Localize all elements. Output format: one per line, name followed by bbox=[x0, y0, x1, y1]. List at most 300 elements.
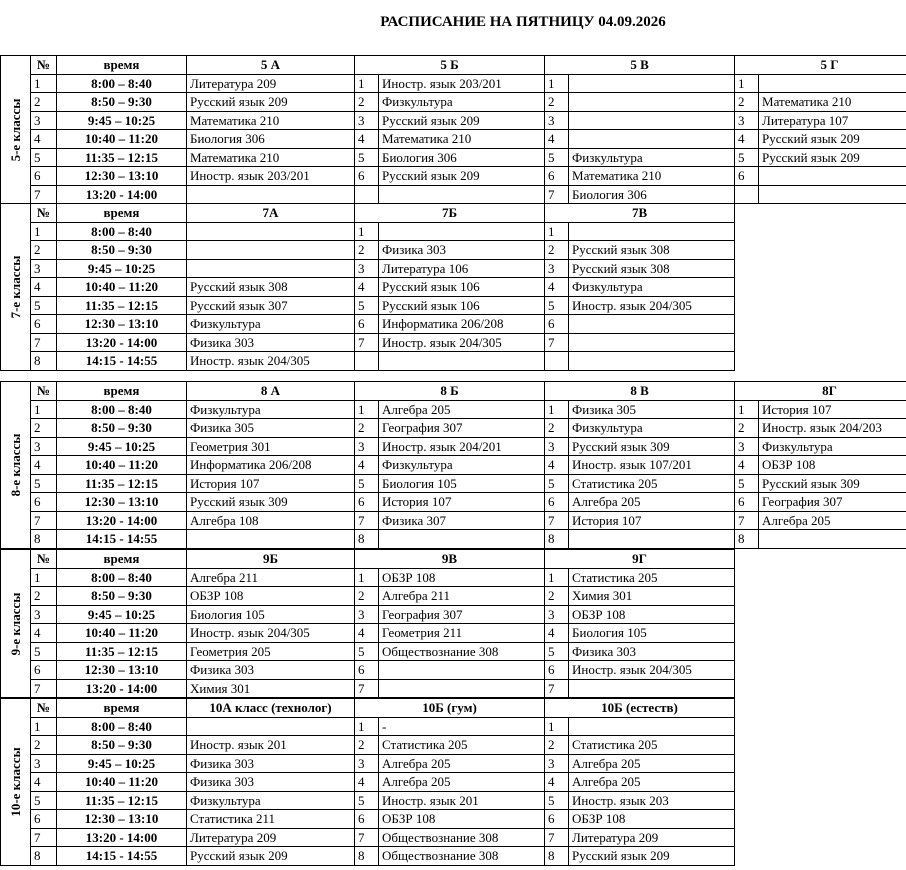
subject-cell: Иностр. язык 204/305 bbox=[569, 296, 735, 315]
header-row bbox=[31, 204, 735, 223]
subject-cell: Русский язык 309 bbox=[187, 493, 355, 512]
cell-number: 3 bbox=[545, 605, 569, 624]
subject-cell: Физика 303 bbox=[569, 642, 735, 661]
table-row bbox=[31, 717, 735, 736]
cell-number: 1 bbox=[355, 568, 379, 587]
num-header: № bbox=[31, 204, 57, 223]
cell-number: 3 bbox=[355, 754, 379, 773]
subject-cell bbox=[187, 259, 355, 278]
lesson-time: 14:15 - 14:55 bbox=[57, 847, 187, 866]
lesson-time: 12:30 – 13:10 bbox=[57, 661, 187, 680]
lesson-time: 10:40 – 11:20 bbox=[57, 456, 187, 475]
subject-cell: Литература 209 bbox=[569, 828, 735, 847]
cell-number: 2 bbox=[545, 241, 569, 260]
lesson-number: 2 bbox=[31, 587, 57, 606]
lesson-number: 5 bbox=[31, 474, 57, 493]
lesson-time: 10:40 – 11:20 bbox=[57, 624, 187, 643]
cell-number: 4 bbox=[545, 456, 569, 475]
subject-cell: Геометрия 205 bbox=[187, 642, 355, 661]
cell-number: 2 bbox=[735, 93, 759, 112]
subject-cell: Иностр. язык 203/201 bbox=[187, 167, 355, 186]
subject-cell: Литература 107 bbox=[759, 111, 906, 130]
cell-number: 4 bbox=[355, 456, 379, 475]
cell-number: 6 bbox=[545, 167, 569, 186]
lesson-time: 9:45 – 10:25 bbox=[57, 437, 187, 456]
subject-cell: - bbox=[379, 717, 545, 736]
subject-cell bbox=[379, 661, 545, 680]
lesson-number: 3 bbox=[31, 259, 57, 278]
cell-number: 2 bbox=[735, 419, 759, 438]
subject-cell: Иностр. язык 107/201 bbox=[569, 456, 735, 475]
time-header: время bbox=[57, 382, 187, 401]
subject-cell: Обществознание 308 bbox=[379, 642, 545, 661]
cell-number: 1 bbox=[735, 400, 759, 419]
lesson-number: 1 bbox=[31, 222, 57, 241]
num-header: № bbox=[31, 56, 57, 75]
cell-number: 7 bbox=[355, 333, 379, 352]
table-row bbox=[31, 296, 735, 315]
subject-cell: Иностр. язык 204/305 bbox=[187, 352, 355, 371]
class-header: 8 В bbox=[545, 382, 735, 401]
cell-number bbox=[355, 185, 379, 204]
subject-cell: История 107 bbox=[759, 400, 906, 419]
lesson-number: 1 bbox=[31, 74, 57, 93]
lesson-number: 8 bbox=[31, 530, 57, 549]
subject-cell: Физкультура bbox=[187, 400, 355, 419]
subject-cell bbox=[379, 222, 545, 241]
table-row bbox=[31, 828, 735, 847]
subject-cell bbox=[379, 352, 545, 371]
time-header: время bbox=[57, 204, 187, 223]
lesson-number: 3 bbox=[31, 111, 57, 130]
class-header: 5 А bbox=[187, 56, 355, 75]
lesson-time: 10:40 – 11:20 bbox=[57, 130, 187, 149]
header-row bbox=[31, 699, 735, 718]
class-header: 10А класс (технолог) bbox=[187, 699, 355, 718]
table-row bbox=[31, 587, 735, 606]
subject-cell: Иностр. язык 204/201 bbox=[379, 437, 545, 456]
num-header: № bbox=[31, 550, 57, 569]
lesson-number: 7 bbox=[31, 828, 57, 847]
subject-cell bbox=[187, 530, 355, 549]
table-row bbox=[31, 736, 735, 755]
lesson-number: 6 bbox=[31, 315, 57, 334]
subject-cell: ОБЗР 108 bbox=[569, 810, 735, 829]
table-row bbox=[31, 400, 906, 419]
lesson-number: 4 bbox=[31, 624, 57, 643]
cell-number bbox=[545, 352, 569, 371]
subject-cell: Обществознание 308 bbox=[379, 847, 545, 866]
lesson-time: 8:50 – 9:30 bbox=[57, 736, 187, 755]
lesson-number: 2 bbox=[31, 241, 57, 260]
subject-cell: Физика 303 bbox=[379, 241, 545, 260]
class-header: 5 Б bbox=[355, 56, 545, 75]
subject-cell: Статистика 211 bbox=[187, 810, 355, 829]
lesson-time: 12:30 – 13:10 bbox=[57, 493, 187, 512]
subject-cell: Математика 210 bbox=[187, 148, 355, 167]
subject-cell: Русский язык 308 bbox=[569, 259, 735, 278]
subject-cell: Русский язык 209 bbox=[187, 847, 355, 866]
lesson-time: 8:50 – 9:30 bbox=[57, 587, 187, 606]
cell-number: 2 bbox=[355, 587, 379, 606]
subject-cell: Статистика 205 bbox=[569, 736, 735, 755]
subject-cell: Русский язык 209 bbox=[379, 167, 545, 186]
subject-cell: Алгебра 108 bbox=[187, 511, 355, 530]
subject-cell: Русский язык 106 bbox=[379, 296, 545, 315]
lesson-number: 6 bbox=[31, 493, 57, 512]
cell-number: 4 bbox=[355, 624, 379, 643]
subject-cell: Информатика 206/208 bbox=[187, 456, 355, 475]
table-row bbox=[31, 419, 906, 438]
subject-cell: Статистика 205 bbox=[569, 474, 735, 493]
subject-cell bbox=[569, 222, 735, 241]
cell-number: 7 bbox=[545, 679, 569, 698]
subject-cell: Математика 210 bbox=[379, 130, 545, 149]
grade-label-text: 5-е классы bbox=[7, 98, 23, 161]
subject-cell: Иностр. язык 201 bbox=[379, 791, 545, 810]
lesson-time: 11:35 – 12:15 bbox=[57, 791, 187, 810]
cell-number: 4 bbox=[545, 130, 569, 149]
subject-cell: Биология 306 bbox=[379, 148, 545, 167]
subject-cell: Физкультура bbox=[379, 456, 545, 475]
cell-number: 3 bbox=[355, 605, 379, 624]
cell-number: 7 bbox=[735, 511, 759, 530]
lesson-time: 11:35 – 12:15 bbox=[57, 296, 187, 315]
class-header: 8 А bbox=[187, 382, 355, 401]
subject-cell bbox=[569, 74, 735, 93]
lesson-time: 13:20 - 14:00 bbox=[57, 185, 187, 204]
subject-cell bbox=[569, 530, 735, 549]
subject-cell: Алгебра 205 bbox=[379, 773, 545, 792]
table-row bbox=[31, 493, 906, 512]
cell-number: 3 bbox=[355, 259, 379, 278]
cell-number: 3 bbox=[545, 437, 569, 456]
cell-number: 5 bbox=[735, 148, 759, 167]
cell-number: 5 bbox=[545, 791, 569, 810]
cell-number: 3 bbox=[545, 259, 569, 278]
cell-number: 5 bbox=[545, 642, 569, 661]
cell-number: 8 bbox=[545, 847, 569, 866]
header-row bbox=[31, 382, 906, 401]
cell-number: 6 bbox=[735, 167, 759, 186]
subject-cell bbox=[569, 679, 735, 698]
cell-number: 2 bbox=[545, 587, 569, 606]
subject-cell: Физика 303 bbox=[187, 754, 355, 773]
cell-number: 4 bbox=[355, 773, 379, 792]
subject-cell: Биология 306 bbox=[569, 185, 735, 204]
cell-number: 4 bbox=[735, 130, 759, 149]
time-header: время bbox=[57, 550, 187, 569]
cell-number: 6 bbox=[355, 661, 379, 680]
cell-number: 1 bbox=[545, 74, 569, 93]
table-row bbox=[31, 111, 906, 130]
cell-number: 5 bbox=[355, 791, 379, 810]
subject-cell bbox=[759, 185, 906, 204]
subject-cell: Статистика 205 bbox=[379, 736, 545, 755]
grade-label-text: 9-е классы bbox=[7, 592, 23, 655]
cell-number: 6 bbox=[545, 661, 569, 680]
subject-cell bbox=[569, 333, 735, 352]
lesson-number: 4 bbox=[31, 773, 57, 792]
lesson-number: 5 bbox=[31, 296, 57, 315]
subject-cell: ОБЗР 108 bbox=[379, 568, 545, 587]
subject-cell: Алгебра 205 bbox=[379, 754, 545, 773]
subject-cell: Русский язык 308 bbox=[569, 241, 735, 260]
cell-number: 6 bbox=[545, 810, 569, 829]
cell-number: 3 bbox=[545, 754, 569, 773]
cell-number: 2 bbox=[355, 419, 379, 438]
subject-cell bbox=[187, 717, 355, 736]
cell-number bbox=[735, 185, 759, 204]
subject-cell: Статистика 205 bbox=[569, 568, 735, 587]
subject-cell bbox=[379, 530, 545, 549]
cell-number: 1 bbox=[355, 717, 379, 736]
subject-cell: Обществознание 308 bbox=[379, 828, 545, 847]
subject-cell: Физкультура bbox=[187, 315, 355, 334]
cell-number: 8 bbox=[545, 530, 569, 549]
subject-cell bbox=[569, 111, 735, 130]
subject-cell: Информатика 206/208 bbox=[379, 315, 545, 334]
table-row bbox=[31, 437, 906, 456]
table-row bbox=[31, 241, 735, 260]
table-row bbox=[31, 315, 735, 334]
lesson-number: 5 bbox=[31, 148, 57, 167]
lesson-time: 11:35 – 12:15 bbox=[57, 642, 187, 661]
subject-cell: Химия 301 bbox=[187, 679, 355, 698]
cell-number: 3 bbox=[355, 437, 379, 456]
table-row bbox=[31, 222, 735, 241]
lesson-number: 2 bbox=[31, 736, 57, 755]
table-row bbox=[31, 661, 735, 680]
cell-number: 5 bbox=[355, 296, 379, 315]
lesson-time: 13:20 - 14:00 bbox=[57, 828, 187, 847]
subject-cell bbox=[569, 352, 735, 371]
table-row bbox=[31, 847, 735, 866]
subject-cell: Алгебра 205 bbox=[569, 754, 735, 773]
lesson-time: 8:00 – 8:40 bbox=[57, 74, 187, 93]
cell-number: 4 bbox=[545, 773, 569, 792]
subject-cell: Литература 106 bbox=[379, 259, 545, 278]
subject-cell: ОБЗР 108 bbox=[187, 587, 355, 606]
subject-cell bbox=[379, 185, 545, 204]
subject-cell: Алгебра 205 bbox=[569, 773, 735, 792]
subject-cell: Русский язык 106 bbox=[379, 278, 545, 297]
grade-label-text: 10-е классы bbox=[7, 747, 23, 817]
class-header: 9Б bbox=[187, 550, 355, 569]
cell-number: 1 bbox=[355, 222, 379, 241]
subject-cell: Биология 306 bbox=[187, 130, 355, 149]
subject-cell: Литература 209 bbox=[187, 74, 355, 93]
table-row bbox=[31, 333, 735, 352]
subject-cell: Биология 105 bbox=[379, 474, 545, 493]
time-header: время bbox=[57, 56, 187, 75]
subject-cell bbox=[759, 530, 906, 549]
subject-cell: Физкультура bbox=[187, 791, 355, 810]
subject-cell: Физкультура bbox=[569, 278, 735, 297]
cell-number: 8 bbox=[735, 530, 759, 549]
subject-cell: История 107 bbox=[379, 493, 545, 512]
lesson-time: 8:50 – 9:30 bbox=[57, 419, 187, 438]
subject-cell: Русский язык 209 bbox=[379, 111, 545, 130]
subject-cell: Химия 301 bbox=[569, 587, 735, 606]
class-header: 9В bbox=[355, 550, 545, 569]
lesson-time: 14:15 - 14:55 bbox=[57, 530, 187, 549]
lesson-time: 9:45 – 10:25 bbox=[57, 605, 187, 624]
lesson-time: 9:45 – 10:25 bbox=[57, 259, 187, 278]
class-header: 5 Г bbox=[735, 56, 906, 75]
cell-number: 4 bbox=[545, 624, 569, 643]
cell-number: 6 bbox=[355, 493, 379, 512]
subject-cell: Русский язык 309 bbox=[759, 474, 906, 493]
subject-cell: География 307 bbox=[379, 419, 545, 438]
subject-cell: Физкультура bbox=[569, 148, 735, 167]
subject-cell: Физкультура bbox=[569, 419, 735, 438]
grade-label-text: 7-е классы bbox=[7, 255, 23, 319]
lesson-number: 2 bbox=[31, 93, 57, 112]
num-header: № bbox=[31, 382, 57, 401]
time-header: время bbox=[57, 699, 187, 718]
subject-cell bbox=[569, 130, 735, 149]
cell-number: 5 bbox=[735, 474, 759, 493]
cell-number: 7 bbox=[355, 828, 379, 847]
subject-cell: Физика 303 bbox=[187, 333, 355, 352]
table-row bbox=[31, 167, 906, 186]
lesson-time: 13:20 - 14:00 bbox=[57, 333, 187, 352]
page-title: РАСПИСАНИЕ НА ПЯТНИЦУ 04.09.2026 bbox=[380, 14, 666, 30]
subject-cell: Алгебра 211 bbox=[187, 568, 355, 587]
cell-number: 5 bbox=[355, 474, 379, 493]
lesson-number: 3 bbox=[31, 437, 57, 456]
subject-cell bbox=[187, 241, 355, 260]
subject-cell bbox=[569, 717, 735, 736]
cell-number: 2 bbox=[355, 241, 379, 260]
subject-cell: Физика 305 bbox=[187, 419, 355, 438]
subject-cell: Физика 303 bbox=[187, 773, 355, 792]
cell-number: 2 bbox=[355, 93, 379, 112]
subject-cell bbox=[379, 679, 545, 698]
lesson-time: 8:00 – 8:40 bbox=[57, 222, 187, 241]
subject-cell: Физкультура bbox=[379, 93, 545, 112]
class-header: 9Г bbox=[545, 550, 735, 569]
subject-cell: География 307 bbox=[759, 493, 906, 512]
lesson-time: 8:00 – 8:40 bbox=[57, 568, 187, 587]
lesson-number: 1 bbox=[31, 717, 57, 736]
subject-cell: Алгебра 211 bbox=[379, 587, 545, 606]
lesson-number: 6 bbox=[31, 810, 57, 829]
subject-cell: Русский язык 209 bbox=[187, 93, 355, 112]
schedule-table bbox=[30, 549, 735, 698]
grade-side-label bbox=[0, 381, 30, 549]
cell-number: 7 bbox=[545, 185, 569, 204]
subject-cell: История 107 bbox=[569, 511, 735, 530]
grade-side-label bbox=[0, 698, 30, 866]
cell-number: 5 bbox=[355, 642, 379, 661]
lesson-time: 8:00 – 8:40 bbox=[57, 400, 187, 419]
class-header: 7В bbox=[545, 204, 735, 223]
subject-cell: Математика 210 bbox=[187, 111, 355, 130]
cell-number: 7 bbox=[355, 679, 379, 698]
class-header: 10Б (естеств) bbox=[545, 699, 735, 718]
lesson-number: 6 bbox=[31, 661, 57, 680]
lesson-time: 12:30 – 13:10 bbox=[57, 810, 187, 829]
table-row bbox=[31, 511, 906, 530]
cell-number: 3 bbox=[735, 437, 759, 456]
table-row bbox=[31, 773, 735, 792]
cell-number: 6 bbox=[545, 315, 569, 334]
cell-number: 2 bbox=[545, 736, 569, 755]
subject-cell bbox=[759, 74, 906, 93]
cell-number: 2 bbox=[545, 93, 569, 112]
lesson-number: 4 bbox=[31, 456, 57, 475]
lesson-number: 7 bbox=[31, 511, 57, 530]
cell-number: 4 bbox=[355, 278, 379, 297]
lesson-time: 13:20 - 14:00 bbox=[57, 511, 187, 530]
cell-number: 5 bbox=[545, 474, 569, 493]
cell-number: 2 bbox=[545, 419, 569, 438]
schedule-table bbox=[30, 203, 735, 371]
table-row bbox=[31, 130, 906, 149]
table-row bbox=[31, 624, 735, 643]
table-row bbox=[31, 530, 906, 549]
lesson-number: 7 bbox=[31, 333, 57, 352]
lesson-number: 7 bbox=[31, 679, 57, 698]
lesson-number: 8 bbox=[31, 352, 57, 371]
lesson-number: 8 bbox=[31, 847, 57, 866]
table-row bbox=[31, 185, 906, 204]
class-header: 8Г bbox=[735, 382, 906, 401]
cell-number: 8 bbox=[355, 847, 379, 866]
cell-number: 7 bbox=[545, 511, 569, 530]
table-row bbox=[31, 605, 735, 624]
subject-cell: Иностр. язык 204/305 bbox=[569, 661, 735, 680]
lesson-time: 8:00 – 8:40 bbox=[57, 717, 187, 736]
subject-cell: Иностр. язык 203 bbox=[569, 791, 735, 810]
subject-cell: Физика 307 bbox=[379, 511, 545, 530]
table-row bbox=[31, 679, 735, 698]
table-row bbox=[31, 148, 906, 167]
class-header: 7Б bbox=[355, 204, 545, 223]
lesson-time: 9:45 – 10:25 bbox=[57, 754, 187, 773]
subject-cell: Физика 303 bbox=[187, 661, 355, 680]
subject-cell: ОБЗР 108 bbox=[569, 605, 735, 624]
subject-cell: Биология 105 bbox=[569, 624, 735, 643]
lesson-time: 14:15 - 14:55 bbox=[57, 352, 187, 371]
schedule-table bbox=[30, 381, 906, 549]
subject-cell: Русский язык 209 bbox=[759, 130, 906, 149]
subject-cell: Русский язык 209 bbox=[759, 148, 906, 167]
cell-number: 6 bbox=[355, 315, 379, 334]
lesson-number: 4 bbox=[31, 130, 57, 149]
class-header: 5 В bbox=[545, 56, 735, 75]
subject-cell: Алгебра 205 bbox=[569, 493, 735, 512]
subject-cell: Алгебра 205 bbox=[379, 400, 545, 419]
subject-cell bbox=[569, 315, 735, 334]
table-row bbox=[31, 754, 735, 773]
table-row bbox=[31, 74, 906, 93]
subject-cell: Русский язык 209 bbox=[569, 847, 735, 866]
cell-number: 4 bbox=[355, 130, 379, 149]
cell-number bbox=[355, 352, 379, 371]
schedule-table bbox=[30, 55, 906, 204]
lesson-number: 5 bbox=[31, 791, 57, 810]
grade-side-label bbox=[0, 549, 30, 698]
subject-cell: Иностр. язык 201 bbox=[187, 736, 355, 755]
lesson-number: 4 bbox=[31, 278, 57, 297]
table-row bbox=[31, 810, 735, 829]
subject-cell bbox=[569, 93, 735, 112]
table-row bbox=[31, 642, 735, 661]
cell-number: 1 bbox=[355, 74, 379, 93]
